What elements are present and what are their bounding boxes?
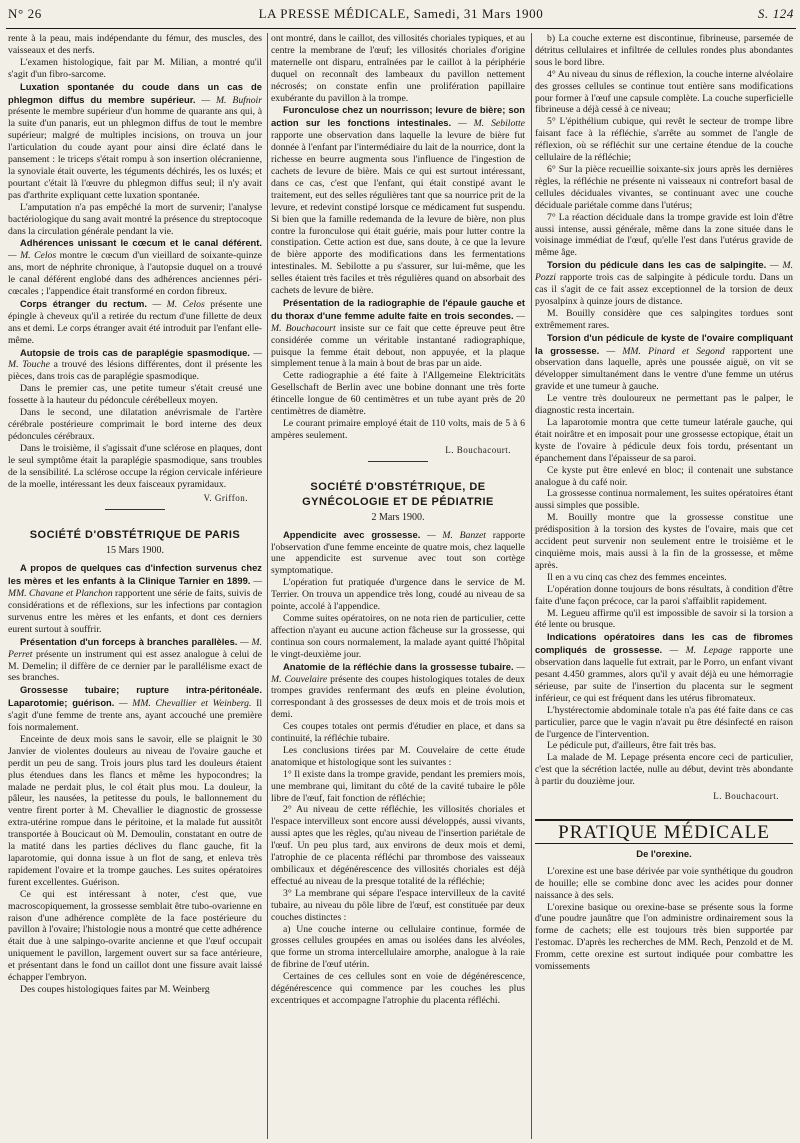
- paragraph: Le courant primaire employé était de 110 volts, mais de 5 à 6 ampères seulement.: [271, 418, 525, 441]
- paragraph: La malade de M. Lepage présenta encore ceci de particulier, c'est que la sécrétion lactée, nulle au début, devint très abondante à partir du douzième jour.: [535, 752, 793, 788]
- article-title: A propos de quelques cas d'infection survenus chez les mères et les enfants à la Clinique Tarnier en 1899.: [8, 562, 262, 587]
- paragraph: M. Bouilly montre que la grossesse constitue une prédisposition à la torsion des kystes de l'ovaire, mais que cet accident peut survenir non seulement entre le troisième et le cinquième mois, mais aussi à la fin de la grossesse, et même après.: [535, 512, 793, 571]
- article: [271, 104, 525, 297]
- article: [8, 636, 262, 685]
- paragraph: Ce kyste put être enlevé en bloc; il contenait une substance analogue à du café noir.: [535, 464, 793, 488]
- paragraph: 1° Il existe dans la trompe gravide, pendant les premiers mois, une membrane qui, limitant du côté de la cavité tubaire le pôle libre de l'œuf, fait fonction de réfléchie;: [271, 768, 525, 804]
- article-author: — M. Bouchacourt: [271, 310, 525, 334]
- article-title: Présentation de la radiographie de l'épaule gauche et du thorax d'une femme adulte faite en trois secondes.: [271, 296, 525, 321]
- article-title: Autopsie de trois cas de paraplégie spasmodique.: [20, 346, 250, 358]
- article-title: Indications opératoires dans les cas de fibromes compliqués de grossesse.: [535, 631, 793, 656]
- article-author: — M. Bufnoir: [201, 94, 262, 106]
- article-author: — MM. Chavane et Planchon: [8, 576, 262, 600]
- section-divider: [368, 461, 428, 462]
- section-date: 2 Mars 1900.: [371, 511, 425, 523]
- section-heading: SOCIÉTÉ D'OBSTÉTRIQUE DE PARIS: [29, 529, 241, 542]
- article-author: — MM. Pinard et Segond: [606, 345, 725, 357]
- article-author: — M. Celos: [8, 250, 57, 262]
- article-subheading: [535, 848, 793, 861]
- paragraph: L'amputation n'a pas empêché la mort de survenir; l'analyse bactériologique du sang avait montré la présence du streptocoque dans la circulation générale pendant la vie.: [8, 201, 262, 237]
- page-number: S. 124: [757, 6, 794, 21]
- article-text: présente le membre supérieur d'un homme de quarante ans qui, à la suite d'un panaris, eut un phlegmon diffus de tout le membre supérieur; malgré de multiples incisions, on trouva un jour l'articulation du coude ayant pour ainsi dire éclaté dans le pansement : le triceps s'était rompu à son insertion olécranienne, la synoviale était ouverte, les téguments déchirés, les os luxés; et pourtant c'était là l'œuvre du phlegmon diffus seul; il n'y avait pas d'arthrite expliquant cette luxation spontanée.: [8, 106, 262, 201]
- article-author: — MM. Chevallier et Weinberg.: [119, 698, 252, 710]
- article-text: rapporte trois cas de salpingite à pédicule tordu. Dans un cas il s'agit de ce fait assez exceptionnel de la torsion de deux pyosalpinx à quinze jours de distance.: [535, 272, 793, 307]
- article-author: — M. Celos: [152, 298, 205, 310]
- article-title: Corps étranger du rectum.: [20, 297, 148, 309]
- section-date: 15 Mars 1900.: [105, 545, 165, 557]
- paragraph: 4° Au niveau du sinus de réflexion, la couche interne alvéolaire des grosses cellules se continue tout entière sans modifications pour former à l'œuf une capsule complète. La couche superficielle fibrineuse a déjà cessé à ce niveau;: [535, 68, 793, 116]
- paragraph: L'examen histologique, fait par M. Milian, a montré qu'il s'agit d'un fibro-sarcome.: [8, 56, 262, 80]
- article-title: Grossesse tubaire; rupture intra-péritonéale. Laparotomie; guérison.: [8, 684, 262, 709]
- article-title: Présentation d'un forceps à branches parallèles.: [20, 635, 238, 647]
- issue-number: N° 26: [8, 6, 42, 21]
- paragraph: b) La couche externe est discontinue, fibrineuse, parsemée de détritus cellulaires et infiltrée de cellules rondes plus abondantes sous le bord libre.: [535, 33, 793, 68]
- paragraph: 2° Au niveau de cette réfléchie, les villosités choriales et l'espace intervilleux sont encore aussi développés, aussi vivants, aussi aptes que les règles, qu'au niveau de l'insertion pariétale de l'œuf. Un peu plus tard, aux environs de deux mois et demi, l'atrophie de ce placenta réfléchi par thrombose des vaisseaux ombilicaux et dégénérescence des villosités choriales est déjà effectué au niveau de la presque totalité de la réfléchie;: [271, 804, 525, 887]
- article: [271, 297, 525, 370]
- paragraph: 7° La réaction déciduale dans la trompe gravide est loin d'être aussi intense, aussi générale, même dans la zone située dans le voisinage immédiat de l'œuf, qu'elle l'est dans l'utérus gravide de même âge.: [535, 211, 793, 259]
- paragraph: Il en a vu cinq cas chez des femmes enceintes.: [547, 571, 727, 583]
- article: [8, 562, 262, 635]
- paragraph: Dans le premier cas, une petite tumeur s'était creusé une fossette à la hauteur du pédoncule cérébelleux moyen.: [8, 383, 262, 407]
- article-author: — M. Lepage: [669, 645, 732, 657]
- article-text: rapportent une observation dans laquelle, après une poussée aiguë, on vit se développer simultanément dans le ventre d'une femme un utérus gravide et une tumeur à gauche.: [535, 345, 793, 393]
- section-heading: SOCIÉTÉ D'OBSTÉTRIQUE, DE GYNÉCOLOGIE ET DE PÉDIATRIE: [302, 480, 494, 508]
- article-text: présente une épingle à cheveux qu'il a retirée du rectum d'une fillette de deux ans et demi. Le corps étranger avait été introduit par l'enfant elle-même.: [8, 298, 262, 346]
- article-author: — M. Touche: [8, 347, 262, 371]
- paragraph: a) Une couche interne ou cellulaire continue, formée de grosses cellules groupées en amas ou isolées dans les alvéoles, que forme un stroma intercellulaire amorphe, analogue à la raie de fibrine de l'œuf utérin.: [271, 923, 525, 971]
- paragraph: L'opération donne toujours de bons résultats, à condition d'être faite d'une façon précoce, car la paroi s'affaiblit rapidement.: [535, 583, 793, 607]
- paragraph: L'orexine est une base dérivée par voie synthétique du goudron de houille; elle se combine donc avec les acides pour donner naissance à des sels.: [535, 865, 793, 901]
- article: [535, 631, 793, 704]
- paragraph: Enceinte de deux mois sans le savoir, elle se plaignit le 30 Janvier de violentes douleurs au niveau de l'ovaire gauche et perdit un peu de sang. Trois jours plus tard les douleurs étaient plus étendues dans les flancs et même les hypocondres; la malade ne perdait plus, le col était plus mou. La douleur, la pâleur, les nausées, la petitesse du pouls, le ballonnement du ventre firent porter à M. Chevallier le diagnostic de grossesse extra-utérine rompue dans le péritoine, et la malade fut aussitôt transportée à Boucicaut où M. Demoulin, constatant en outre de la matité dans les parties déclives du flanc gauche, fit la laparotomie, qui donna issue à un flot de sang, et enleva très rapidement l'ovaire et la trompe gauches. Les suites opératoires furent excellentes. Guérison.: [8, 733, 262, 888]
- column-rule: [267, 33, 268, 1139]
- signature: L. Bouchacourt.: [713, 791, 779, 802]
- paragraph: L'opération fut pratiquée d'urgence dans le service de M. Terrier. On trouva un appendice très long, coudé au niveau de sa pointe, accolé à l'appendice.: [271, 577, 525, 613]
- article: [271, 529, 525, 578]
- article-text: a trouvé des lésions différentes, dont il présente les pièces, dans trois cas de paraplégie spasmodique.: [8, 359, 262, 383]
- subheading-text: De l'orexine.: [636, 847, 692, 859]
- paragraph: Le pédicule put, d'ailleurs, être fait très bas.: [547, 740, 717, 752]
- article-author: — M. Couvelaire: [271, 661, 525, 685]
- signature: L. Bouchacourt.: [445, 444, 511, 455]
- paragraph: 5° L'épithélium cubique, qui revêt le secteur de trompe libre faisant face à la réfléchie, s'arrête au sommet de l'angle de réflexion, où se réfléchit sur une certaine étendue de la couche cellulaire de la réfléchie;: [535, 116, 793, 164]
- paragraph: La grossesse continua normalement, les suites opératoires étant aussi simples que possible.: [535, 488, 793, 512]
- signature: V. Griffon.: [203, 493, 248, 504]
- section-heading-pratique: PRATIQUE MÉDICALE: [535, 819, 793, 844]
- article-title: Furonculose chez un nourrisson; levure de bière; son action sur les fonctions intestinales.: [271, 104, 525, 129]
- article: [8, 237, 262, 298]
- newspaper-page: [6, 0, 796, 1143]
- article-text: rapporte l'observation d'une femme enceinte de quatre mois, chez laquelle une appendicite est survenue avec tout son cortège symptomatique.: [271, 529, 525, 577]
- paragraph: Dans le troisième, il s'agissait d'une sclérose en plaques, dont le seul symptôme était la paraplégie spasmodique, sans troubles de la sensibilité. La sclérose occupe la région cervicale inférieure de la moelle, intéressant les deux faisceaux pyramidaux.: [8, 442, 262, 490]
- article-title: Torsion d'un pédicule de kyste de l'ovaire compliquant la grossesse.: [535, 331, 793, 356]
- paragraph: Ces coupes totales ont permis d'étudier en place, et dans sa continuité, la réfléchie tubaire.: [271, 721, 525, 745]
- article-title: Luxation spontanée du coude dans un cas de phlegmon diffus du membre supérieur.: [8, 80, 262, 105]
- article: [535, 259, 793, 308]
- article: [271, 661, 525, 722]
- column-1: [8, 33, 262, 1141]
- article: [8, 347, 262, 384]
- section-divider: [105, 509, 165, 510]
- article: [8, 81, 262, 202]
- paragraph: Les conclusions tirées par M. Couvelaire de cette étude anatomique et histologique sont les suivantes :: [271, 744, 525, 768]
- paragraph: Cette radiographie a été faite à l'Allgemeine Elektricitäts Gesellschaft de Berlin avec une bobine donnant une très forte étincelle longue de 60 centimètres et un tube ayant près de 20 centimètres de diamètre.: [271, 370, 525, 418]
- article-author: — M. Perret: [8, 636, 262, 660]
- paragraph: ont montré, dans le caillot, des villosités choriales typiques, et au centre la membrane de l'œuf; les villosités choriales d'origine maternelle ont disparu, entraînées par le caillot à la périphérie duquel on reconnaît des lambeaux du pavillon nettement nécrosés; on constate enfin une prolifération papillaire exubérante du pavillon à la trompe.: [271, 33, 525, 104]
- article-text: Il s'agit d'une femme de trente ans, ayant accouché une première fois normalement.: [8, 698, 262, 734]
- column-rule: [531, 33, 532, 1139]
- paragraph: rente à la peau, mais indépendante du fémur, des muscles, des vaisseaux et des nerfs.: [8, 33, 262, 56]
- article-title: Torsion du pédicule dans les cas de salpingite.: [547, 259, 767, 271]
- article-text: rapporte une observation dans laquelle la levure de bière fut donnée à l'enfant par l'intermédiaire du lait de la nourrice, dont la richesse en beurre augmenta sous l'influence de l'ingestion de cachets de levure de bière. Mais ce qui est surtout intéressant, dans ce cas, c'est que l'enfant, qui était constipé avant le traitement, eut des selles régulières tant que sa nourrice prit de la levure, et redevint constipé lorsque ce médicament fut suspendu. Si bien que la famille redemanda de la levure de bière, non plus contre la furonculose qui était guérie, mais pour lutter contre la constipation. Cette action est due, sans doute, à ce que la levure de bière apporte des modifications dans les fermentations intestinales. M. Sebilotte a pu s'assurer, sur lui-même, que les selles étaient très faciles et très régulières quand on absorbait des cachets de levure de bière.: [271, 130, 525, 297]
- article: [535, 332, 793, 394]
- paragraph: 3° La membrane qui sépare l'espace intervilleux de la cavité tubaire, au niveau du pôle libre de l'œuf, est constituée par deux couches distinctes :: [271, 887, 525, 923]
- article-text: rapportent une série de faits, suivis de considérations et de réflexions, sur les infections par contagion survenus entre les mères et les enfants, et dont ces derniers eurent surtout à souffrir.: [8, 588, 262, 635]
- article: [8, 298, 262, 347]
- article-author: — M. Pozzi: [535, 260, 793, 284]
- column-3: [535, 33, 793, 1141]
- paragraph: M. Bouilly considère que ces salpingites tordues sont extrêmement rares.: [535, 307, 793, 331]
- article-author: — M. Sebilotte: [458, 118, 525, 130]
- paragraph: Ce qui est intéressant à noter, c'est que, vue macroscopiquement, la grossesse semblait être tubo-ovarienne en raison d'une adhérence complète de la face postérieure du pavillon à l'ovaire; l'histologie nous a montré que cette adhérence était due à une salpingo-ovarite ancienne et que l'œuf occupait uniquement le pavillon, largement ouvert sur sa face antérieure, et présentant dans le fond un caillot dont une fissure avait laissé échapper l'embryon.: [8, 888, 262, 984]
- page-header: [6, 4, 796, 29]
- paragraph: L'orexine basique ou orexine-base se présente sous la forme d'une poudre jaunâtre que l'on administre ordinairement sous la forme de cachets; elle est toujours très bien supportée par l'estomac. D'après les recherches de MM. Rech, Penzold et de M. Fromm, cette orexine est surtout indiquée pour combattre les vomissements: [535, 901, 793, 973]
- paragraph: M. Legueu affirme qu'il est impossible de savoir si la torsion a été lente ou brusque.: [535, 607, 793, 631]
- paragraph: Dans le second, une dilatation anévrismale de l'artère cérébrale postérieure comprimait le bord interne des deux pédoncules cérébraux.: [8, 407, 262, 442]
- article-text: présente un instrument qui est assez analogue à celui de M. Demelin; il diffère de ce dernier par le parallélisme exact de ses branches.: [8, 648, 262, 684]
- paragraph: L'hystérectomie abdominale totale n'a pas été faite dans ce cas particulier, parce que le vagin n'avait pu être désinfecté en raison de l'urgence de l'intervention.: [535, 704, 793, 740]
- article-text: insiste sur ce fait que cette épreuve peut être considérée comme un véritable instantané radiographique, puisque la femme était debout, non appuyée, et la plaque simplement tenue à la main à bout de bras par un aide.: [271, 322, 525, 370]
- paragraph: Le ventre très douloureux ne permettant pas le palper, le diagnostic resta incertain.: [535, 393, 793, 417]
- column-2: [271, 33, 525, 1141]
- article: [8, 684, 262, 734]
- article-title: Adhérences unissant le cœcum et le canal déférent.: [20, 237, 262, 249]
- article-author: — M. Banzet: [427, 529, 486, 541]
- paragraph: 6° Sur la pièce recueillie soixante-six jours après les dernières règles, la réfléchie ne présente ni vaisseaux ni contrefort basal de cellules déciduales vivantes, se continuant avec une couche déciduale pariétale comme dans l'utérus;: [535, 163, 793, 211]
- paragraph: Des coupes histologiques faites par M. Weinberg: [20, 983, 210, 995]
- paragraph: La laparotomie montra que cette tumeur latérale gauche, qui était noirâtre et en imposait pour une grossesse ectopique, était un kyste de l'ovaire à pédicule deux fois tordu, présentant un épanchement dans l'épaisseur de sa paroi.: [535, 417, 793, 464]
- paragraph: Comme suites opératoires, on ne nota rien de particulier, cette affection n'ayant eu aucune action fâcheuse sur la grossesse, qui continua son cours normalement, la malade ayant quitté l'hôpital le vingt-deuxième jour.: [271, 612, 525, 660]
- article-title: Anatomie de la réfléchie dans la grossesse tubaire.: [283, 660, 514, 672]
- journal-title: LA PRESSE MÉDICALE, Samedi, 31 Mars 1900: [258, 6, 544, 21]
- article-text: rapporte une observation dans laquelle fut extrait, par le Porro, un enfant vivant pesant 4.450 grammes, alors qu'il y avait déjà eu une hémorragie sérieuse, par suite de l'insertion du placenta sur le segment inférieur, ce qui est fréquent dans les utérus fibromateux.: [535, 645, 793, 704]
- article-text: présente des coupes histologiques totales de deux trompes gravides renfermant des œufs en pleine évolution, correspondant à des grossesses de deux mois et de trois mois et demi.: [271, 673, 525, 721]
- article-title: Appendicite avec grossesse.: [283, 528, 421, 540]
- paragraph: Certaines de ces cellules sont en voie de dégénérescence, dégénérescence qui commence par les couches les plus excentriques et accompagne l'atrophie du placenta réfléchi.: [271, 971, 525, 1006]
- article-text: montre le cœcum d'un vieillard de soixante-quinze ans, mort de néphrite chronique, à l'autopsie duquel on a trouvé le canal déférent englobé dans des adhérences anciennes péri-cœcales ; l'appendice était transformé en cordon fibreux.: [8, 250, 262, 298]
